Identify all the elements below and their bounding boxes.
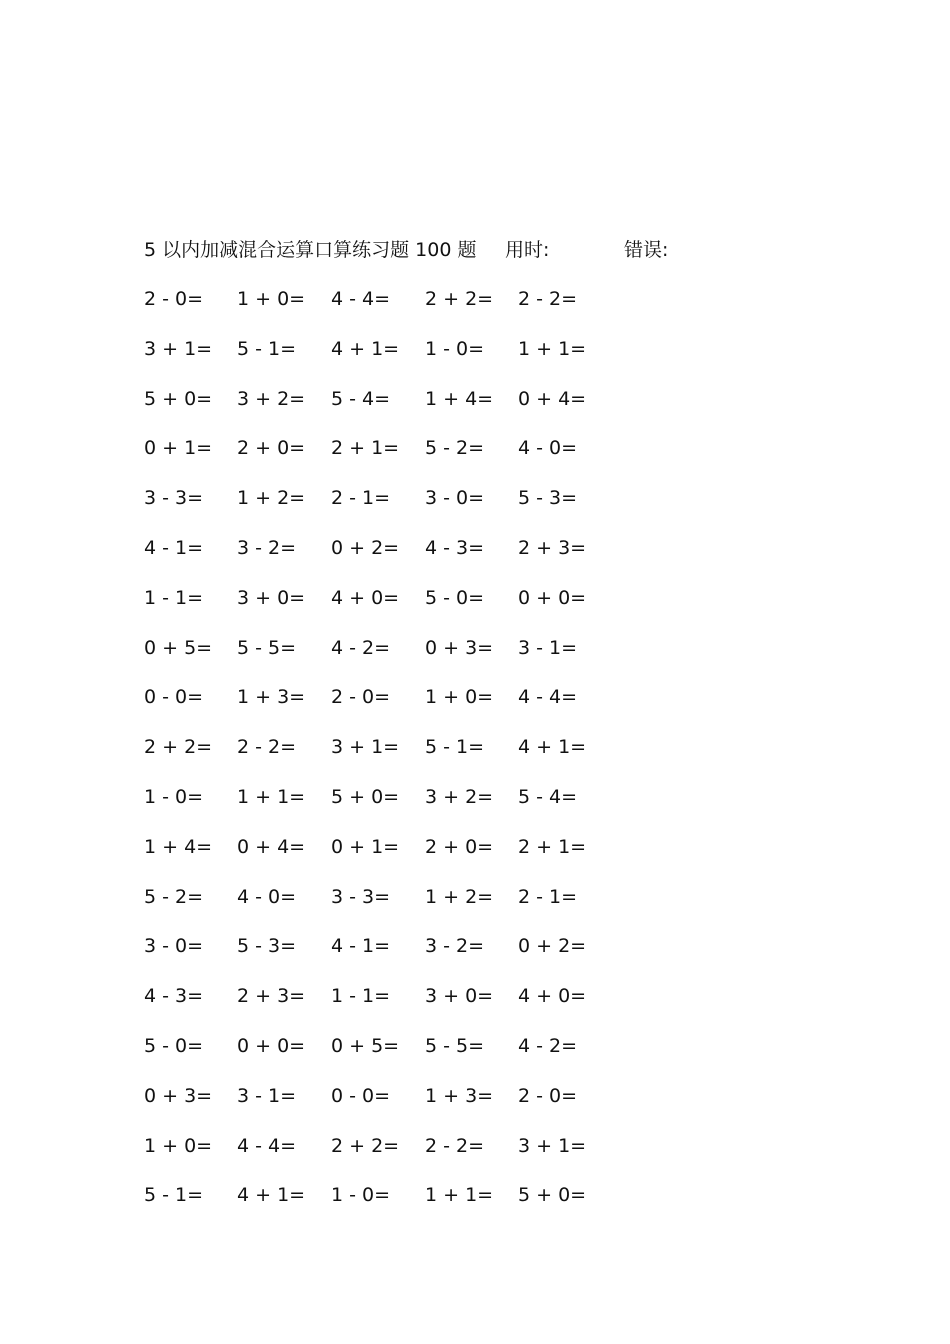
problem-row <box>144 783 644 833</box>
problem-item: 4 - 1= <box>331 935 391 958</box>
problem-item: 4 - 3= <box>144 985 204 1008</box>
problem-item: 2 + 3= <box>237 985 306 1008</box>
problem-item: 3 + 1= <box>331 736 400 759</box>
problem-item: 5 - 4= <box>331 387 391 410</box>
problem-item: 3 - 2= <box>425 935 485 958</box>
problem-row <box>144 683 644 733</box>
problem-item: 1 + 2= <box>425 885 494 908</box>
problem-item: 2 + 3= <box>518 536 587 559</box>
problem-item: 0 + 4= <box>518 387 587 410</box>
problem-row <box>144 285 644 335</box>
problem-item: 2 + 2= <box>331 1134 400 1157</box>
problem-item: 3 - 3= <box>331 885 391 908</box>
problem-item: 5 - 3= <box>518 487 578 510</box>
problem-item: 2 - 1= <box>331 487 391 510</box>
problem-item: 4 - 1= <box>144 536 204 559</box>
problem-row <box>144 982 644 1032</box>
problem-row <box>144 733 644 783</box>
problem-item: 2 - 0= <box>331 686 391 709</box>
problem-item: 1 - 0= <box>144 785 204 808</box>
problem-item: 0 + 2= <box>518 935 587 958</box>
problem-grid <box>144 285 644 1231</box>
problem-row <box>144 385 644 435</box>
problem-item: 2 + 1= <box>331 437 400 460</box>
problem-row <box>144 833 644 883</box>
problem-item: 3 - 1= <box>518 636 578 659</box>
problem-item: 4 - 0= <box>237 885 297 908</box>
problem-item: 5 - 1= <box>237 337 297 360</box>
problem-row <box>144 434 644 484</box>
problem-item: 1 + 0= <box>144 1134 213 1157</box>
problem-item: 3 + 1= <box>518 1134 587 1157</box>
problem-item: 0 - 0= <box>144 686 204 709</box>
problem-item: 4 - 4= <box>237 1134 297 1157</box>
error-count-label: 错误: <box>624 239 669 261</box>
problem-item: 3 + 0= <box>237 586 306 609</box>
problem-item: 4 - 0= <box>518 437 578 460</box>
problem-item: 0 + 5= <box>144 636 213 659</box>
problem-item: 5 - 2= <box>144 885 204 908</box>
problem-item: 2 - 2= <box>237 736 297 759</box>
problem-item: 5 + 0= <box>518 1184 587 1207</box>
problem-item: 3 - 3= <box>144 487 204 510</box>
problem-item: 4 - 3= <box>425 536 485 559</box>
problem-item: 1 + 1= <box>425 1184 494 1207</box>
problem-item: 2 + 2= <box>425 288 494 310</box>
problem-item: 5 - 4= <box>518 785 578 808</box>
problem-item: 1 + 3= <box>237 686 306 709</box>
problem-item: 1 - 1= <box>331 985 391 1008</box>
problem-row <box>144 335 644 385</box>
problem-item: 3 + 2= <box>237 387 306 410</box>
problem-item: 0 + 0= <box>237 1034 306 1057</box>
problem-item: 3 + 2= <box>425 785 494 808</box>
problem-item: 4 - 4= <box>518 686 578 709</box>
problem-item: 0 + 3= <box>425 636 494 659</box>
problem-item: 5 - 0= <box>144 1034 204 1057</box>
problem-item: 4 + 0= <box>518 985 587 1008</box>
problem-item: 3 - 0= <box>425 487 485 510</box>
problem-item: 3 + 1= <box>144 337 213 360</box>
problem-item: 5 - 1= <box>425 736 485 759</box>
problem-item: 1 - 0= <box>331 1184 391 1207</box>
problem-row <box>144 1032 644 1082</box>
problem-item: 4 - 2= <box>331 636 391 659</box>
problem-row <box>144 484 644 534</box>
problem-item: 4 + 1= <box>237 1184 306 1207</box>
problem-item: 4 + 0= <box>331 586 400 609</box>
problem-item: 0 + 5= <box>331 1034 400 1057</box>
problem-item: 1 + 4= <box>144 835 213 858</box>
problem-item: 0 + 2= <box>331 536 400 559</box>
problem-item: 4 - 4= <box>331 288 391 310</box>
problem-item: 0 - 0= <box>331 1084 391 1107</box>
problem-item: 1 + 4= <box>425 387 494 410</box>
problem-row <box>144 883 644 933</box>
time-used-label: 用时: <box>505 239 550 261</box>
problem-item: 0 + 3= <box>144 1084 213 1107</box>
problem-item: 2 + 1= <box>518 835 587 858</box>
problem-item: 5 - 0= <box>425 586 485 609</box>
problem-item: 2 - 2= <box>518 288 578 310</box>
problem-item: 1 + 0= <box>237 288 306 310</box>
problem-item: 5 + 0= <box>331 785 400 808</box>
problem-item: 1 - 1= <box>144 586 204 609</box>
problem-row <box>144 932 644 982</box>
problem-item: 2 + 0= <box>425 835 494 858</box>
problem-row <box>144 634 644 684</box>
problem-item: 5 - 3= <box>237 935 297 958</box>
problem-item: 1 + 0= <box>425 686 494 709</box>
problem-item: 5 + 0= <box>144 387 213 410</box>
problem-item: 3 - 1= <box>237 1084 297 1107</box>
problem-item: 5 - 5= <box>237 636 297 659</box>
problem-item: 5 - 1= <box>144 1184 204 1207</box>
problem-row <box>144 584 644 634</box>
problem-item: 4 - 2= <box>518 1034 578 1057</box>
problem-item: 0 + 1= <box>331 835 400 858</box>
problem-row <box>144 1082 644 1132</box>
problem-item: 3 + 0= <box>425 985 494 1008</box>
problem-item: 4 + 1= <box>331 337 400 360</box>
problem-item: 1 + 3= <box>425 1084 494 1107</box>
problem-item: 2 - 2= <box>425 1134 485 1157</box>
problem-item: 3 - 0= <box>144 935 204 958</box>
problem-item: 2 - 0= <box>518 1084 578 1107</box>
problem-row <box>144 1132 644 1182</box>
problem-item: 0 + 1= <box>144 437 213 460</box>
problem-item: 2 - 0= <box>144 288 204 310</box>
problem-item: 1 + 1= <box>237 785 306 808</box>
problem-item: 5 - 2= <box>425 437 485 460</box>
problem-item: 0 + 0= <box>518 586 587 609</box>
problem-item: 2 - 1= <box>518 885 578 908</box>
problem-row <box>144 1181 644 1231</box>
problem-item: 4 + 1= <box>518 736 587 759</box>
problem-row <box>144 534 644 584</box>
problem-item: 1 + 1= <box>518 337 587 360</box>
problem-item: 0 + 4= <box>237 835 306 858</box>
problem-item: 2 + 0= <box>237 437 306 460</box>
problem-item: 3 - 2= <box>237 536 297 559</box>
problem-item: 2 + 2= <box>144 736 213 759</box>
problem-item: 5 - 5= <box>425 1034 485 1057</box>
worksheet-header <box>144 236 844 264</box>
problem-item: 1 - 0= <box>425 337 485 360</box>
problem-item: 1 + 2= <box>237 487 306 510</box>
worksheet-title: 5 以内加减混合运算口算练习题 100 题 <box>144 239 477 261</box>
